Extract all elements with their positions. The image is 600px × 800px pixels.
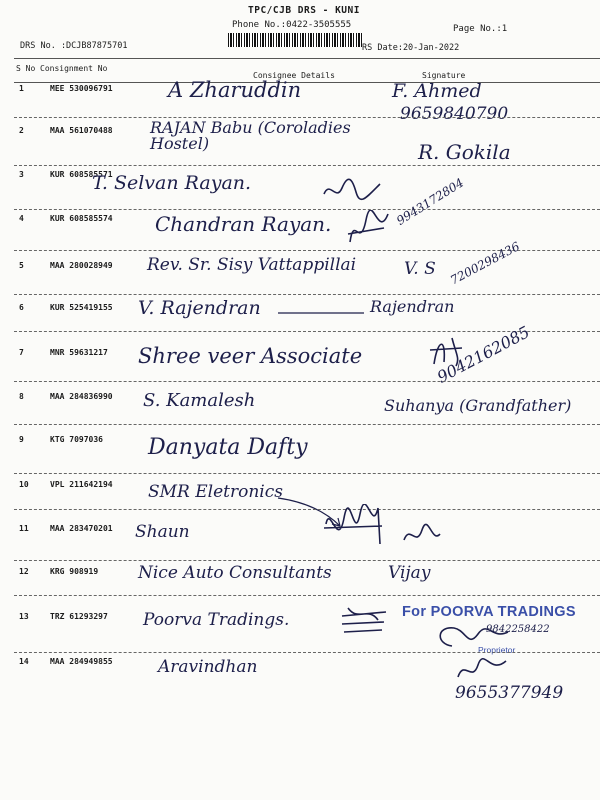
column-header-signature: Signature — [422, 71, 466, 80]
consignee-details: Danyata Dafty — [148, 435, 308, 460]
header-rule-top — [14, 58, 600, 59]
consignee-details: V. Rajendran — [138, 297, 261, 319]
phone-note: 7200298436 — [448, 239, 522, 288]
proprietor-signature — [432, 620, 512, 654]
consignment-number: MNR 59631217 — [50, 348, 108, 357]
consignment-number: MAA 284836990 — [50, 392, 113, 401]
phone-note: 9659840790 — [400, 104, 509, 124]
consignment-number: KTG 7097036 — [50, 435, 103, 444]
consignment-number: MAA 280028949 — [50, 261, 113, 270]
consignee-details: Poorva Tradings. — [143, 610, 290, 630]
row-number: 13 — [19, 612, 29, 621]
consignee-details: Shaun — [135, 522, 190, 542]
phone-note: 9042162085 — [434, 322, 533, 387]
barcode — [228, 33, 363, 47]
consignment-number: KUR 608585574 — [50, 214, 113, 223]
consignee-details: A Zharuddin — [168, 78, 302, 102]
row-divider — [14, 473, 600, 474]
row-divider — [14, 294, 600, 295]
row-divider — [14, 509, 600, 510]
row-number: 5 — [19, 261, 24, 270]
column-header-details: Consignee Details — [253, 71, 335, 80]
signature-scribble — [344, 210, 392, 250]
row-divider — [14, 652, 600, 653]
consignment-number: KRG 908919 — [50, 567, 99, 576]
row-number: 1 — [19, 84, 24, 93]
row-number: 9 — [19, 435, 24, 444]
row-divider — [14, 165, 600, 166]
consignee-details: Rev. Sr. Sisy Vattappillai — [147, 255, 357, 275]
recipient-signature: F. Ahmed — [392, 80, 482, 102]
arrow-line — [276, 309, 366, 317]
phone-note: 9943172804 — [394, 175, 467, 228]
consignee-details: Chandran Rayan. — [155, 212, 332, 236]
stamp-phone-note: 9842258422 — [486, 624, 550, 635]
consignee-details: Aravindhan — [158, 657, 258, 677]
signature-scribble — [322, 174, 382, 204]
row-number: 4 — [19, 214, 24, 223]
consignee-details: Shree veer Associate — [138, 344, 363, 368]
consignment-number: VPL 211642194 — [50, 480, 113, 489]
signature-scribble — [338, 604, 390, 638]
row-divider — [14, 424, 600, 425]
consignment-number: MEE 530096791 — [50, 84, 113, 93]
row-number: 6 — [19, 303, 24, 312]
consignee-details: SMR Eletronics — [148, 482, 283, 502]
column-header-sno: S No — [16, 64, 36, 73]
row-number: 2 — [19, 126, 24, 135]
consignee-details: Nice Auto Consultants — [138, 563, 332, 583]
page-number: Page No.:1 — [453, 24, 508, 34]
header-rule-bottom — [14, 82, 600, 83]
row-divider — [14, 560, 600, 561]
row-divider — [14, 381, 600, 382]
recipient-signature: R. Gokila — [418, 140, 511, 164]
row-number: 11 — [19, 524, 29, 533]
row-divider — [14, 595, 600, 596]
recipient-signature: Rajendran — [370, 297, 455, 316]
row-number: 14 — [19, 657, 29, 666]
sheet-title: TPC/CJB DRS - KUNI — [248, 5, 360, 16]
consignment-number: MAA 283470201 — [50, 524, 113, 533]
consignment-number: KUR 608585571 — [50, 170, 113, 179]
row-number: 12 — [19, 567, 29, 576]
phone-note: 9655377949 — [455, 683, 564, 703]
row-number: 3 — [19, 170, 24, 179]
row-number: 10 — [19, 480, 29, 489]
signature-scribble — [320, 504, 444, 558]
consignment-number: TRZ 61293297 — [50, 612, 108, 621]
row-number: 7 — [19, 348, 24, 357]
consignee-details: RAJAN Babu (Coroladies Hostel) — [150, 118, 351, 153]
company-stamp-name: For POORVA TRADINGS — [402, 604, 576, 620]
signature-scribble — [454, 655, 510, 685]
recipient-signature: Suhanya (Grandfather) — [384, 396, 572, 415]
recipient-signature: V. S — [404, 259, 436, 279]
consignment-number: MAA 561070488 — [50, 126, 113, 135]
column-header-consignment: Consignment No — [40, 64, 108, 73]
recipient-signature: Vijay — [388, 563, 431, 583]
phone-number: Phone No.:0422-3505555 — [232, 20, 352, 30]
consignment-number: KUR 525419155 — [50, 303, 113, 312]
consignment-number: MAA 284949855 — [50, 657, 113, 666]
row-number: 8 — [19, 392, 24, 401]
company-stamp-role: Proprietor — [478, 645, 516, 655]
consignee-details: S. Kamalesh — [143, 390, 256, 411]
drs-number: DRS No. :DCJB87875701 — [20, 41, 128, 51]
consignee-details: T. Selvan Rayan. — [92, 172, 252, 194]
rs-date: RS Date:20-Jan-2022 — [362, 43, 460, 53]
row-divider — [14, 209, 600, 210]
